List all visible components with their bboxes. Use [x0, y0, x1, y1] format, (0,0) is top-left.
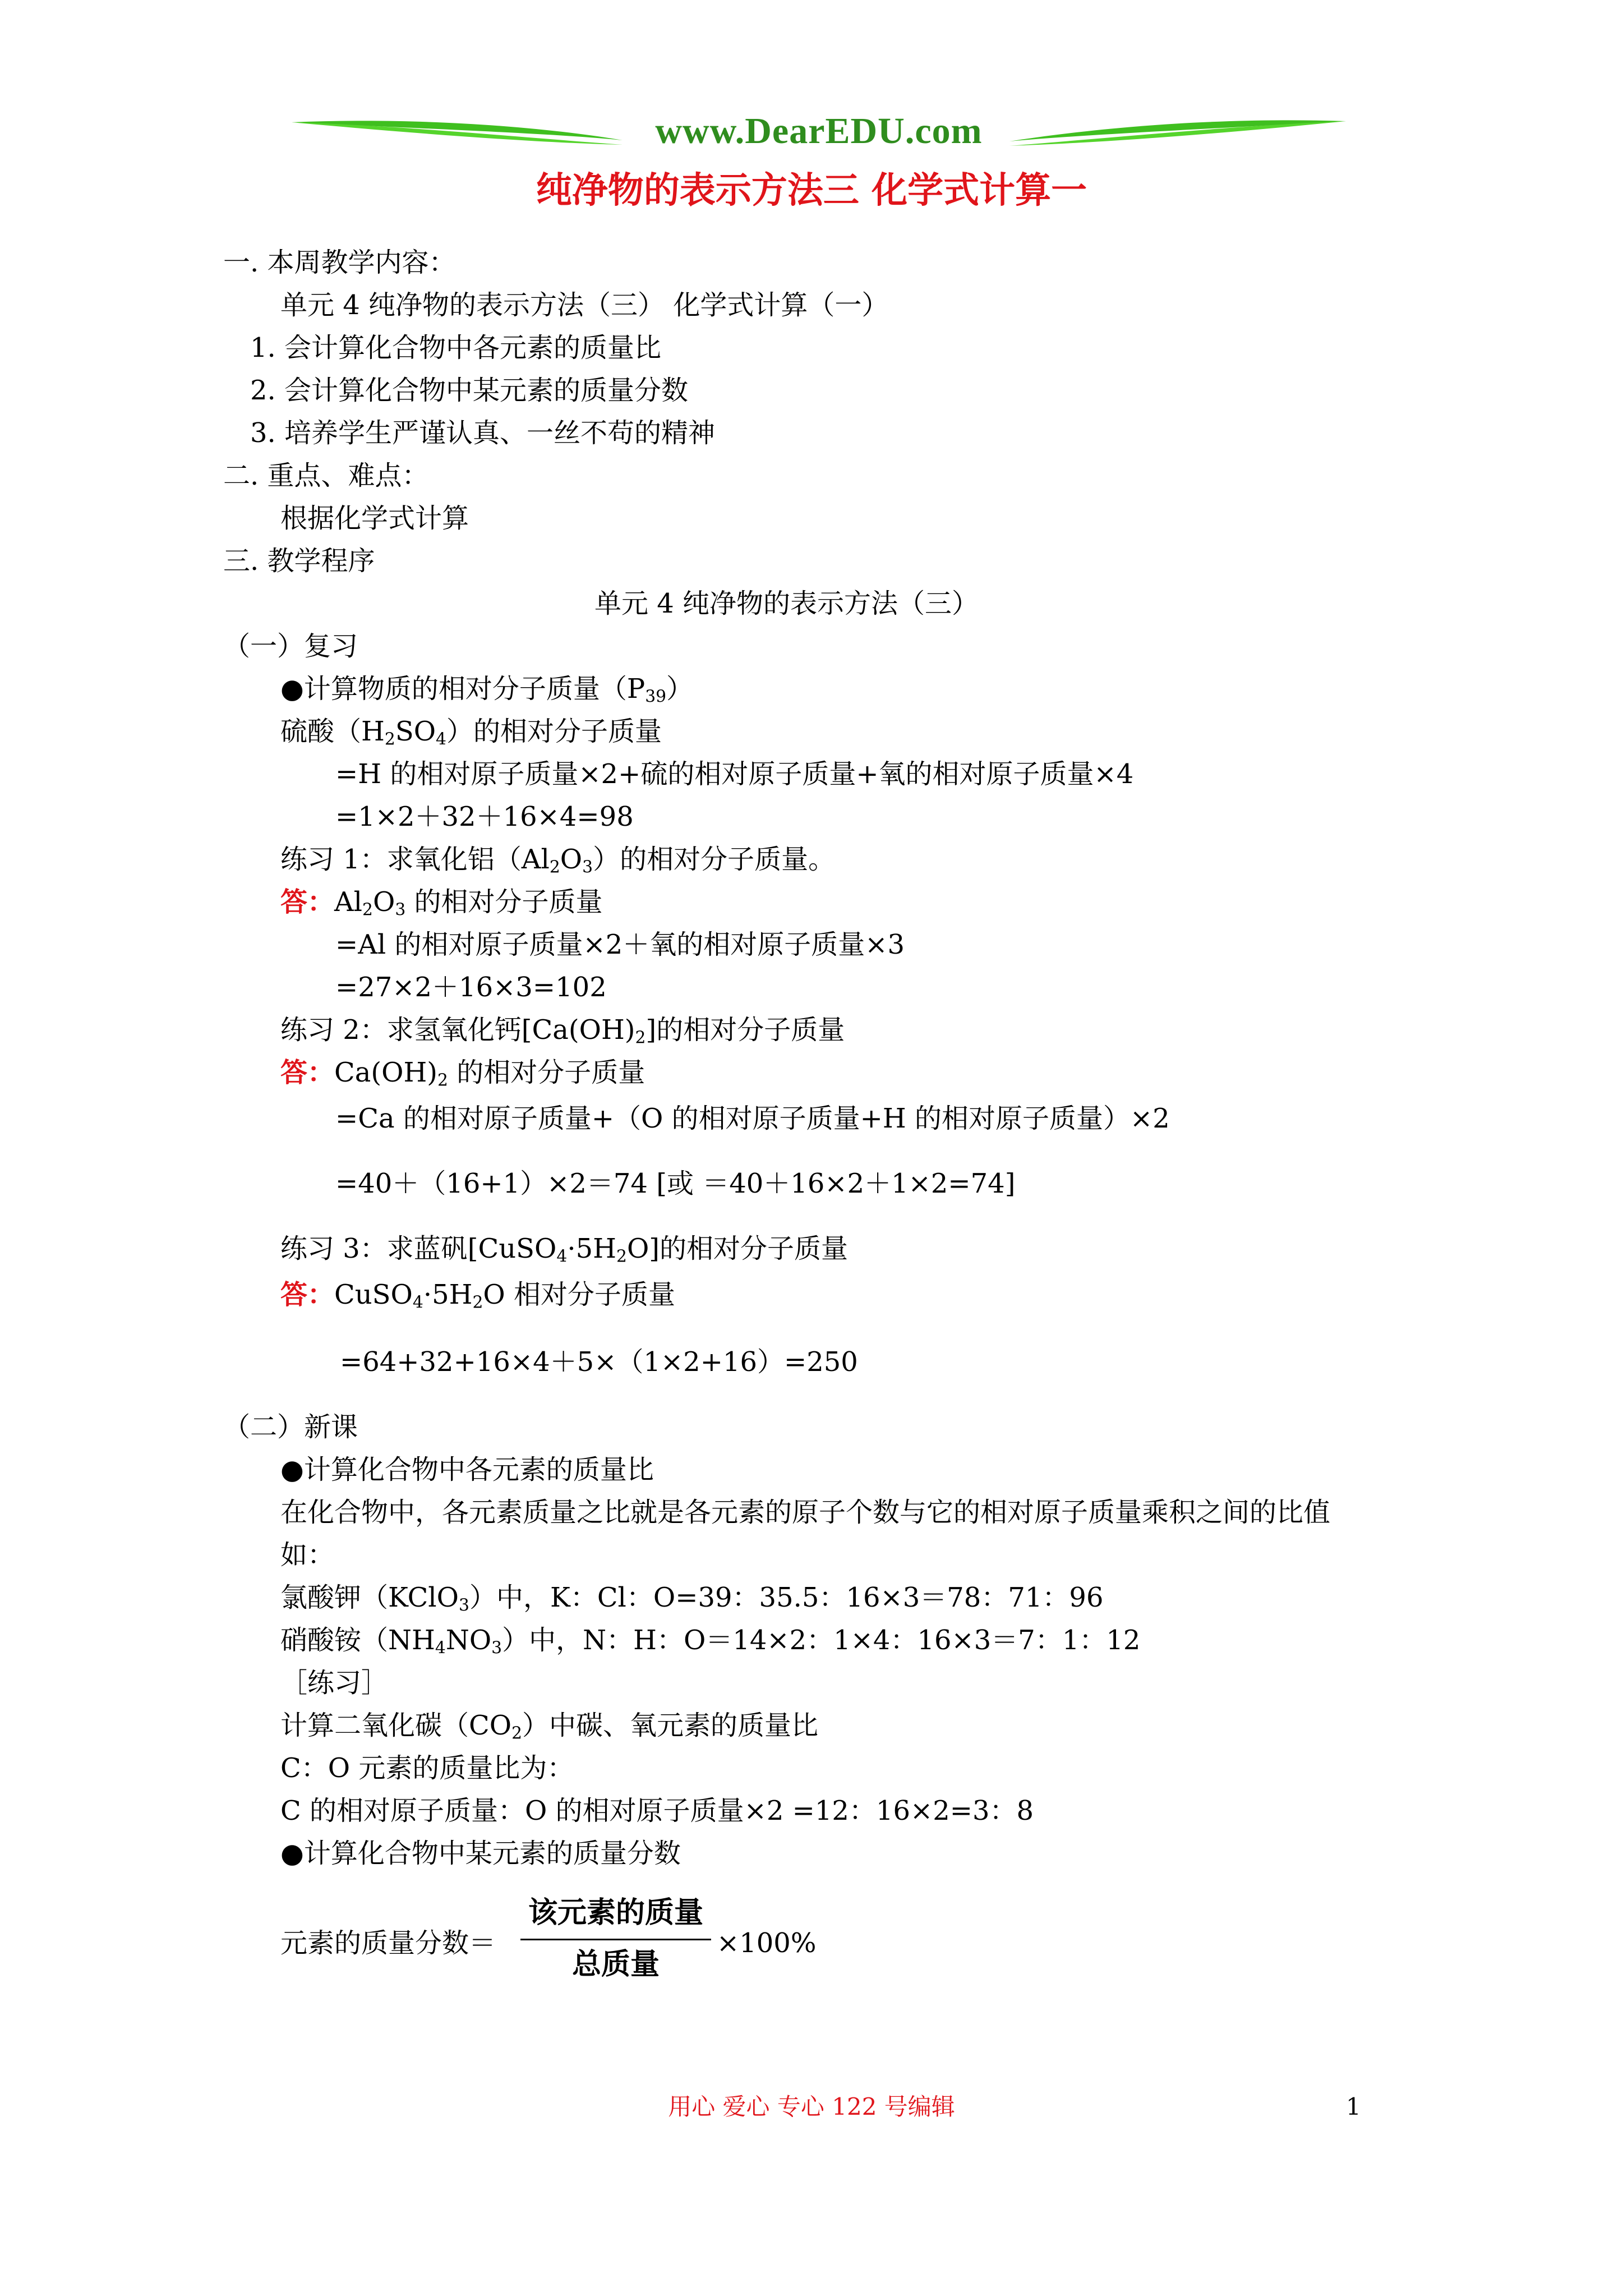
equation-line: =Al 的相对原子质量×2＋氧的相对原子质量×3: [335, 929, 905, 960]
practice-label: ［练习］: [280, 1667, 389, 1699]
equation-line: =40＋（16+1）×2＝74 [或 ＝40＋16×2＋1×2=74]: [335, 1168, 1016, 1199]
list-item: 2. 会计算化合物中某元素的质量分数: [250, 375, 689, 406]
logo-text: www.DearEDU.com: [655, 111, 983, 151]
answer-2: 答：$Ca(OH)_2$ 的相对分子质量: [280, 1057, 645, 1091]
kclo3-example: 氯酸钾（KClO$_3$）中，K：Cl：O=39：35.5：16×3＝78：71：96: [280, 1582, 1104, 1616]
exercise-3: 练习 3：求蓝矾$[CuSO_4\cdot 5H_2O]$的相对分子质量: [280, 1233, 849, 1267]
equation-line: =Ca 的相对原子质量+（O 的相对原子质量+H 的相对原子质量）×2: [335, 1103, 1170, 1134]
exercise-1: 练习 1：求氧化铝$(Al_2O_3)$的相对分子质量。: [280, 844, 836, 877]
answer-1: 答：$Al_2O_3$ 的相对分子质量: [280, 886, 603, 920]
formula-multiplier: ×100%: [717, 1927, 817, 1959]
page-number: 1: [1346, 2093, 1361, 2120]
page-title: 纯净物的表示方法三 化学式计算一: [536, 170, 1087, 211]
equation-line: =64+32+16×4＋5×（1×2+16）=250: [340, 1346, 858, 1378]
list-item: 1. 会计算化合物中各元素的质量比: [250, 332, 662, 364]
rule-text-cont: 如：: [280, 1539, 335, 1571]
newlesson-bullet: ●计算化合物中某元素的质量分数: [280, 1838, 681, 1869]
footer-text: 用心 爱心 专心 122 号编辑: [668, 2093, 955, 2120]
nh4no3-example: 硝酸铵$(NH_4NO_3)$中，N：H：O＝14×2：1×4：16×3＝7：1：12: [280, 1625, 1141, 1658]
exercise-2: 练习 2：求氢氧化钙$[Ca(OH)_2]$的相对分子质量: [280, 1014, 845, 1048]
unit-line: 单元 4 纯净物的表示方法（三） 化学式计算（一）: [280, 289, 889, 321]
unit-center-title: 单元 4 纯净物的表示方法（三）: [594, 588, 979, 619]
h2so4-line: 硫酸$(H_2SO_4)$的相对分子质量: [280, 716, 662, 749]
ratio-label: C：O 元素的质量比为：: [280, 1752, 574, 1784]
rule-text: 在化合物中，各元素质量之比就是各元素的原子个数与它的相对原子质量乘积之间的比值: [280, 1497, 1331, 1528]
review-bullet: ●计算物质的相对分子质量$(P_{39})$: [280, 673, 694, 707]
co2-exercise: 计算二氧化碳$(CO_2)$中碳、氧元素的质量比: [280, 1710, 819, 1743]
equation-line: =H 的相对原子质量×2+硫的相对原子质量+氧的相对原子质量×4: [335, 758, 1134, 790]
section-heading-content: 一. 本周教学内容：: [223, 247, 456, 278]
mass-fraction-formula: [280, 1895, 841, 1990]
section-heading-procedure: 三. 教学程序: [223, 545, 375, 577]
fraction-bar: [520, 1939, 711, 1940]
review-heading: （一）复习: [223, 631, 358, 662]
answer-3: 答：$CuSO_4\cdot 5H_2O$ 相对分子质量: [280, 1279, 676, 1313]
section-heading-keypoints: 二. 重点、难点：: [223, 460, 429, 491]
equation-line: =1×2＋32＋16×4=98: [335, 801, 634, 832]
formula-label: 元素的质量分数＝: [280, 1927, 496, 1959]
site-logo: [292, 105, 1346, 167]
formula-denominator: 总质量: [571, 1948, 660, 1981]
formula-numerator: 该元素的质量: [528, 1896, 703, 1930]
keypoint-text: 根据化学式计算: [280, 503, 469, 534]
ratio-equation: C 的相对原子质量：O 的相对原子质量×2 =12：16×2=3：8: [280, 1795, 1034, 1826]
newlesson-bullet: ●计算化合物中各元素的质量比: [280, 1454, 654, 1485]
equation-line: =27×2＋16×3=102: [335, 972, 607, 1003]
list-item: 3. 培养学生严谨认真、一丝不苟的精神: [250, 417, 716, 449]
newlesson-heading: （二）新课: [223, 1411, 358, 1443]
